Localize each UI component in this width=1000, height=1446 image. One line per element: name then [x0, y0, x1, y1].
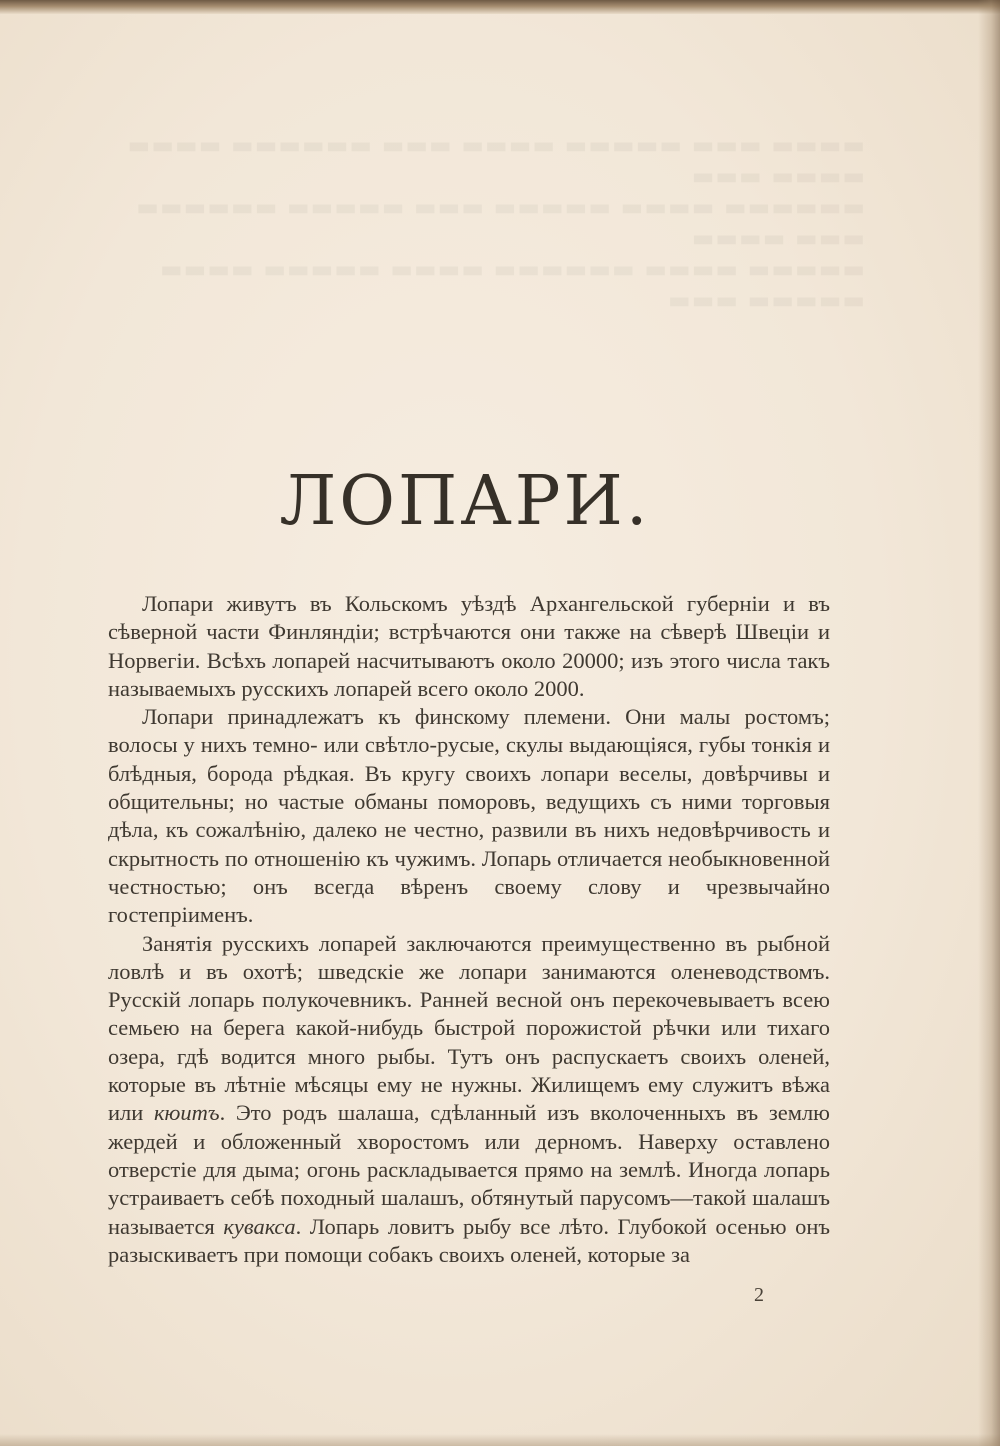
- paragraph-text: . Это родъ шалаша, сдѣланный изъ вколоченныхъ въ землю жердей и обложенный хворостомъ или дерномъ. Наверху оставлено отверстіе для дыма; огонь раскладывается прямо на землѣ. Иногда лопарь устраиваетъ себѣ походный шалашъ, обтянутый парусомъ—такой шалашъ называется: [108, 1100, 830, 1239]
- paragraph: [108, 930, 830, 1270]
- page-title: ЛОПАРИ.: [279, 462, 651, 541]
- bleed-through-texture: ▬▬▬▬ ▬▬▬ ▬▬▬▬▬ ▬▬▬▬ ▬▬▬ ▬▬▬▬▬▬ ▬▬▬▬ ▬▬▬▬ ▬▬▬ ▬▬▬▬▬▬ ▬▬▬▬ ▬▬▬▬▬ ▬▬▬ ▬▬▬▬▬ ▬▬▬▬▬▬ ▬▬▬ ▬▬▬▬ ▬▬▬▬▬ ▬▬▬▬ ▬▬▬▬▬▬ ▬▬▬▬ ▬▬▬▬▬ ▬▬▬▬ ▬▬▬▬▬ ▬▬▬: [126, 131, 865, 314]
- page-bottom-edge: [0, 1434, 1000, 1446]
- page-top-edge: [0, 0, 1000, 14]
- paragraph: Лопари принадлежатъ къ финскому племени. Они малы ростомъ; волосы у нихъ темно- или свѣтло-русые, скулы выдающіяся, губы тонкія и блѣдныя, борода рѣдкая. Въ кругу своихъ лопари веселы, довѣрчивы и общительны; но частые обманы поморовъ, ведущихъ съ ними торговыя дѣла, къ сожалѣнію, далеко не честно, развили въ нихъ недовѣрчивость и скрытность по отношенію къ чужимъ. Лопарь отличается необыкновенной честностью; онъ всегда вѣренъ своему слову и чрезвычайно гостепріименъ.: [108, 704, 830, 928]
- italic-term: кюитъ: [154, 1100, 220, 1126]
- italic-term: куваксa: [223, 1213, 296, 1239]
- body-text: [108, 590, 830, 1269]
- paragraph-text: Занятія русскихъ лопарей заключаются преимущественно въ рыбной ловлѣ и въ охотѣ; шведскіе же лопари занимаются оленеводствомъ. Русскій лопарь полукочевникъ. Ранней весной онъ перекочевываетъ всею семьею на берега какой-нибудь быстрой порожистой рѣчки или тихаго озера, гдѣ водится много рыбы. Тутъ онъ распускаетъ своихъ оленей, которые въ лѣтніе мѣсяцы ему не нужны. Жилищемъ ему служитъ вѣжа или: [108, 930, 830, 1126]
- paragraph-text: . Лопарь ловитъ рыбу все лѣто. Глубокой осенью онъ разыскиваетъ при помощи собакъ своихъ оленей, которые за: [108, 1213, 830, 1267]
- page-number: 2: [754, 1284, 764, 1306]
- page-right-edge: [978, 0, 1000, 1446]
- paragraph: Лопари живутъ въ Кольскомъ уѣздѣ Архангельской губерніи и въ сѣверной части Финляндіи; встрѣчаются они также на сѣверѣ Швеціи и Норвегіи. Всѣхъ лопарей насчитываютъ около 20000; изъ этого числа такъ называемыхъ русскихъ лопарей всего около 2000.: [108, 591, 830, 701]
